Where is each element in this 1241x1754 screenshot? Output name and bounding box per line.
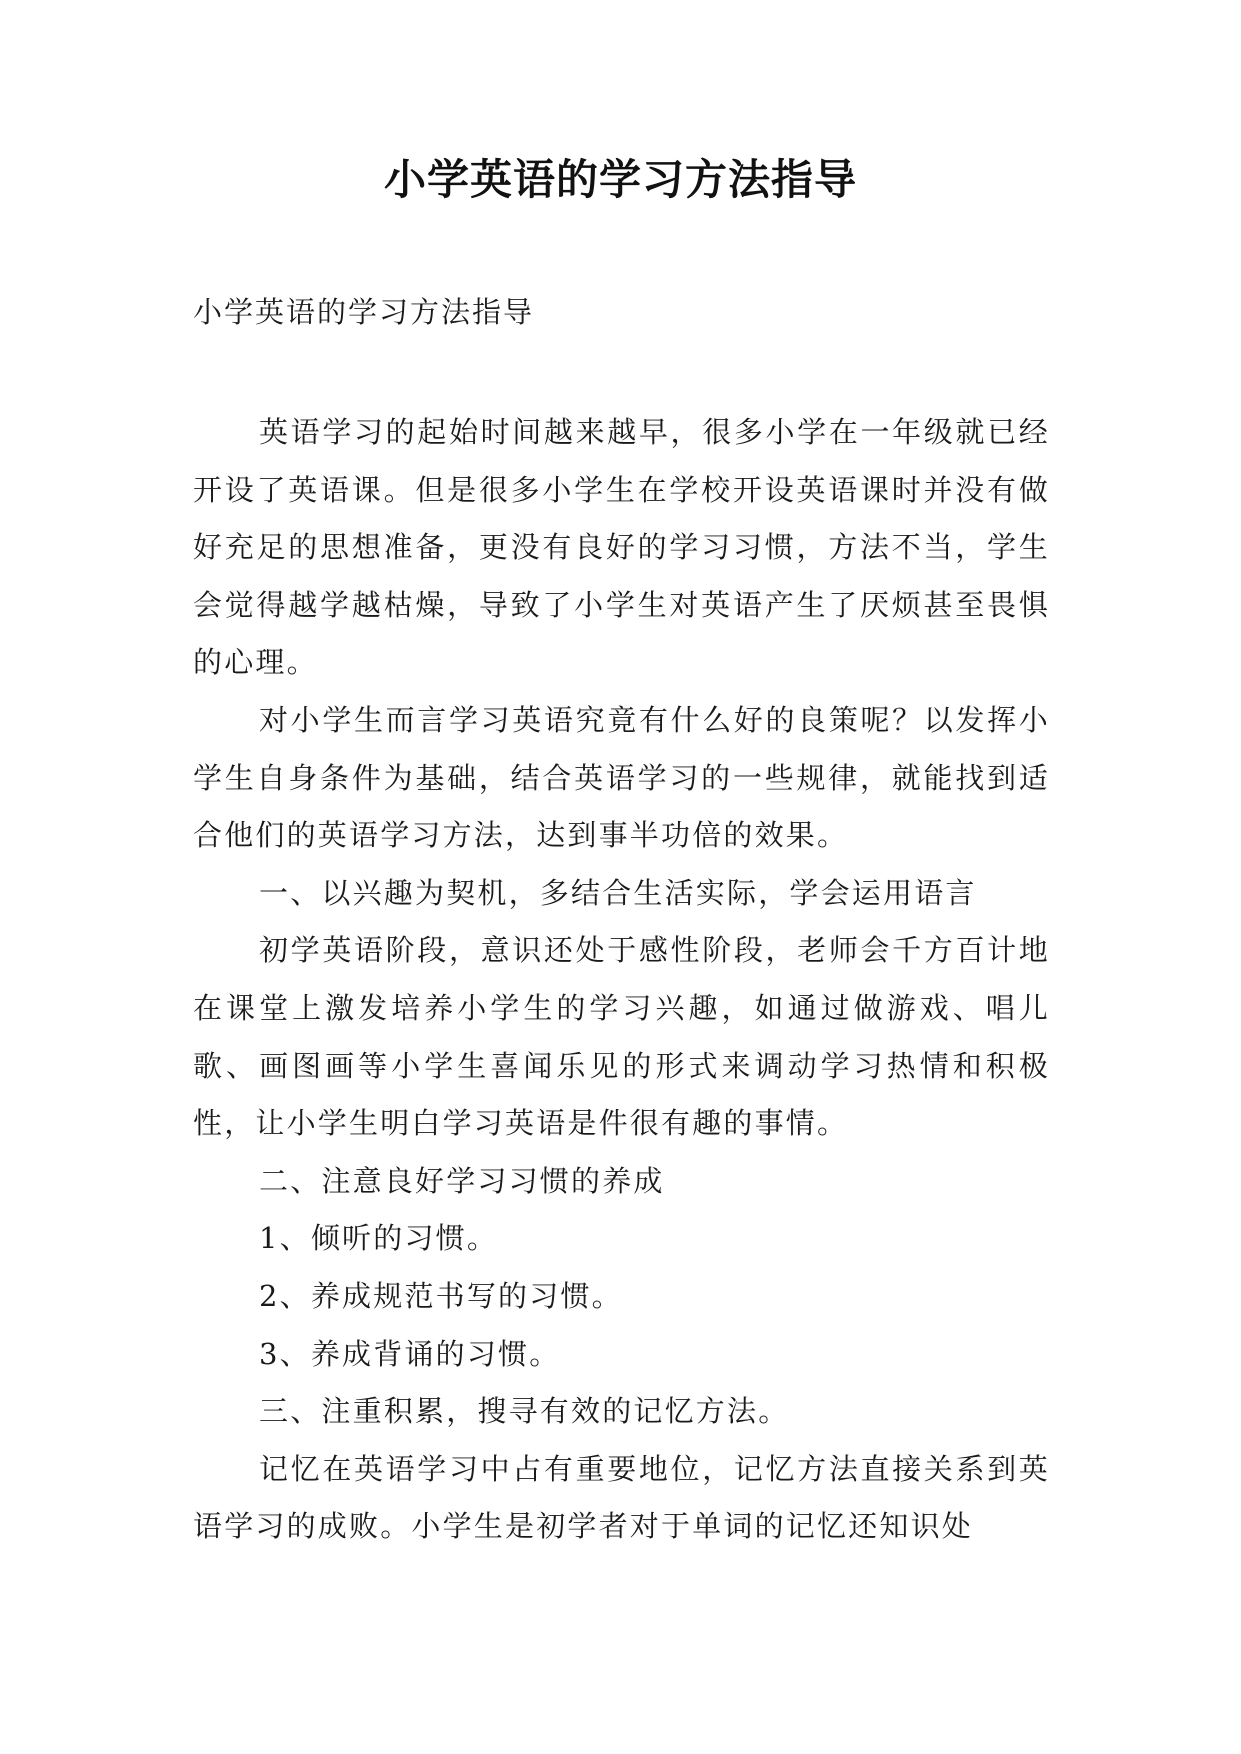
list-item: 3、养成背诵的习惯。 — [259, 1336, 561, 1371]
section-heading: 三、注重积累，搜寻有效的记忆方法。 — [259, 1394, 790, 1429]
document-subtitle: 小学英语的学习方法指导 — [193, 295, 535, 329]
document-title: 小学英语的学习方法指导 — [383, 155, 857, 204]
section-heading: 二、注意良好学习习惯的养成 — [259, 1163, 665, 1198]
list-item: 2、养成规范书写的习惯。 — [259, 1278, 623, 1313]
document-body — [193, 404, 1050, 1556]
paragraph: 记忆在英语学习中占有重要地位，记忆方法直接关系到英语学习的成败。小学生是初学者对于单词的记忆还知识处 — [193, 1451, 1050, 1544]
paragraph: 初学英语阶段，意识还处于感性阶段，老师会千方百计地在课堂上激发培养小学生的学习兴趣，如通过做游戏、唱儿歌、画图画等小学生喜闻乐见的形式来调动学习热情和积极性，让小学生明白学习英语是件很有趣的事情。 — [193, 933, 1050, 1141]
section-heading: 一、以兴趣为契机，多结合生活实际，学会运用语言 — [259, 875, 977, 910]
list-item: 1、倾听的习惯。 — [259, 1221, 499, 1256]
paragraph: 对小学生而言学习英语究竟有什么好的良策呢？以发挥小学生自身条件为基础，结合英语学习的一些规律，就能找到适合他们的英语学习方法，达到事半功倍的效果。 — [193, 702, 1050, 853]
paragraph: 英语学习的起始时间越来越早，很多小学在一年级就已经开设了英语课。但是很多小学生在学校开设英语课时并没有做好充足的思想准备，更没有良好的学习习惯，方法不当，学生会觉得越学越枯燥，导致了小学生对英语产生了厌烦甚至畏惧的心理。 — [193, 415, 1050, 680]
